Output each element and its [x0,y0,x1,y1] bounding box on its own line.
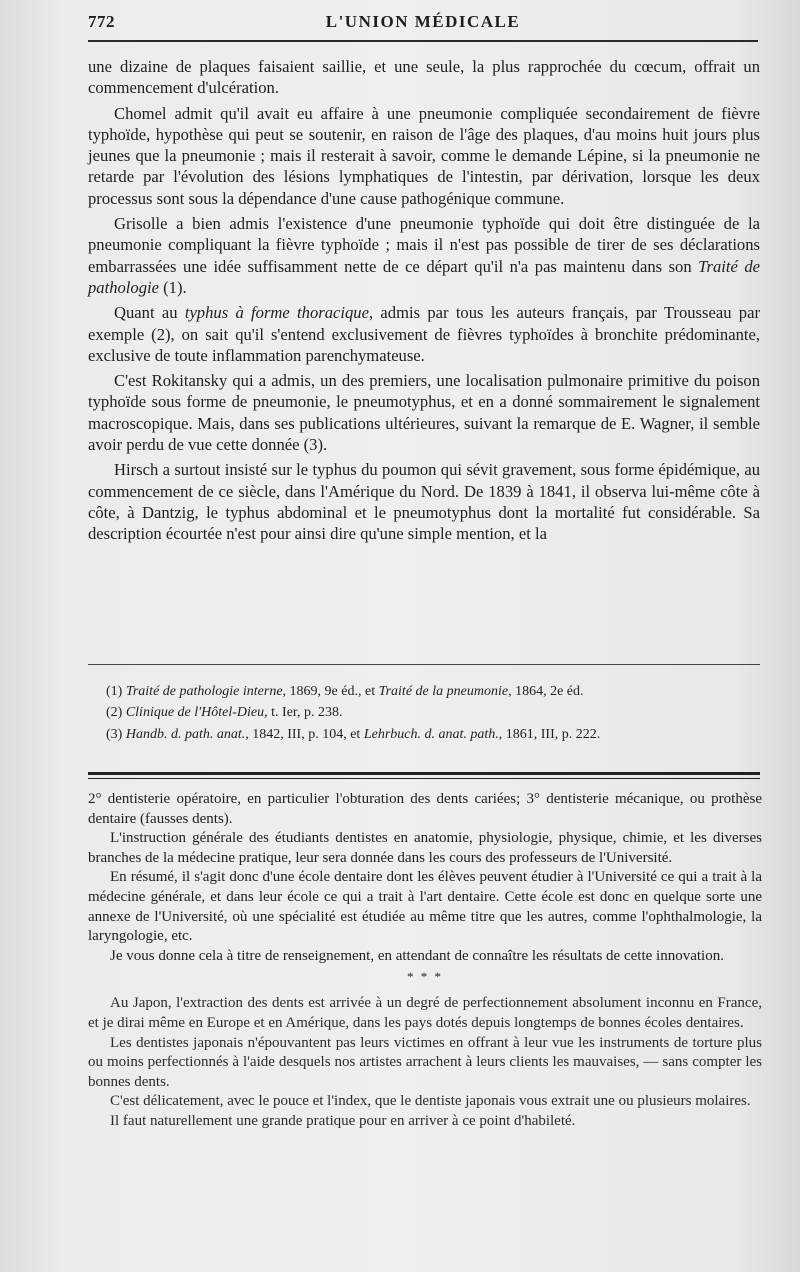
footnote-3-mid: , 1842, III, p. 104, et [245,726,364,742]
footnote-3-title2: Lehrbuch. d. anat. path. [363,726,499,742]
second-paragraph-7: C'est délicatement, avec le pouce et l'index, que le dentiste japonais vous extrait une ou plusieurs molaires. [110,1093,751,1110]
section-divider-thin [88,778,760,779]
second-paragraph-8: Il faut naturellement une grande pratique pour en arriver à ce point d'habileté. [110,1112,576,1129]
footnote-1-title2: Traité de la pneumonie [378,684,509,699]
second-paragraph-5: Au Japon, l'extraction des dents est arrivée à un degré de perfectionnement absolument inconnu en France, et je dirai même en Europe et en Amérique, dans les pays dotés depuis longtemps de bonnes écoles dentaires. [88,995,762,1031]
paragraph-5: C'est Rokitansky qui a admis, un des premiers, une localisation pulmonaire primitive du poison typhoïde sous forme de pneumonie, le pneumotyphus, et en a donné sommairement le signalement macroscopique. Mais, dans ses publications ultérieures, suivant la remarque de E. Wagner, il semble avoir perdu de vue cette donnée (3). [88,371,760,455]
footnotes [88,682,760,746]
footnote-rule [88,664,760,665]
paragraph-2: Chomel admit qu'il avait eu affaire à une pneumonie compliquée secondairement de fièvre typhoïde, hypothèse qui peut se soutenir, en raison de l'âge des plaques, d'au moins huit jours plus jeunes que la pneumonie ; mais il resterait à savoir, comme le demande Lépine, si la pneumonie ne retarde par l'évolution des lésions lymphatiques de l'intestin, par dérivation, lorsque les deux processus sont sous la dépendance d'une cause pathogénique commune. [88,103,760,208]
footnote-3-num: (3) [106,726,126,742]
footnote-1-end: , 1864, 2e éd. [508,684,584,699]
paragraph-4-text: Quant au [114,303,185,323]
second-paragraph-3: En résumé, il s'agit donc d'une école dentaire dont les élèves peuvent étudier à l'Université ce qui a trait à la médecine générale, et dans leur école ce qui a trait à l'art dentaire. Cette école est donc en quelque sorte une annexe de l'Université, où une spécialité est étudiée au même titre que les autres, comme l'ophthalmologie, la laryngologie, etc. [88,869,762,945]
paragraph-4 [88,302,760,366]
footnote-1 [88,682,760,701]
second-paragraph-2: L'instruction générale des étudiants dentistes en anatomie, physiologie, physique, chimie, et les diverses branches de la médecine pratique, leur sera donnée dans les cours des professeurs de l'Université. [88,830,762,866]
footnote-2 [88,703,760,722]
footnote-3 [88,725,760,744]
footnote-1-num: (1) [106,684,126,699]
paragraph-4-end: , admis par tous les auteurs français, par Trousseau par exemple (2), on sait qu'il s'entend exclusivement de fièvres typhoïdes à bronchite prédominante, exclusive de toute inflammation parenchymateuse. [88,303,760,365]
paragraph-3-text: Grisolle a bien admis l'existence d'une pneumonie typhoïde qui doit être distinguée de la pneumonie compliquant la fièvre typhoïde ; mais il n'est pas possible de tirer de ses déclarations embarrassées une idée suffisamment nette de ce départ qu'il n'a pas maintenu dans son [88,214,760,276]
footnote-2-num: (2) [106,705,126,721]
second-paragraph-1: 2° dentisterie opératoire, en particulier l'obturation des dents cariées; 3° dentisterie mécanique, ou prothèse dentaire (fausses dents). [88,791,762,827]
page-number: 772 [88,12,115,31]
page-header [88,8,758,36]
footnote-3-title: Handb. d. path. anat. [125,726,246,742]
paragraph-4-italic: typhus à forme thoracique [184,303,369,323]
footnote-1-mid: , 1869, 9e éd., et [282,684,379,699]
asterism-divider: * * * [407,969,443,985]
footnote-2-end: , t. Ier, p. 238. [264,705,343,721]
section-divider-thick [88,772,760,775]
header-rule [88,40,758,42]
footnote-2-title: Clinique de l'Hôtel-Dieu [125,705,265,721]
paragraph-3 [88,213,760,298]
paragraph-1: une dizaine de plaques faisaient saillie, et une seule, la plus rapprochée du cœcum, offrait un commencement d'ulcération. [88,57,760,98]
second-paragraph-4: Je vous donne cela à titre de renseignement, en attendant de connaître les résultats de cette innovation. [110,947,724,964]
second-article [88,790,762,1132]
running-title: L'UNION MÉDICALE [325,12,521,31]
paragraph-3-end: (1). [158,277,187,297]
footnote-1-title: Traité de pathologie interne [125,684,283,699]
footnote-3-end: , 1861, III, p. 222. [498,726,601,742]
second-paragraph-6: Les dentistes japonais n'épouvantent pas leurs victimes en offrant à leur vue les instruments de torture plus ou moins perfectionnés à l'aide desquels nos artistes arrachent à leurs clients les mauvaises, — sans compter les bonnes dents. [88,1034,762,1090]
article-body [88,56,760,549]
paragraph-3-italic: Traité de pathologie [88,256,761,297]
paragraph-6: Hirsch a surtout insisté sur le typhus du poumon qui sévit gravement, sous forme épidémique, au commencement de ce siècle, dans l'Amérique du Nord. De 1839 à 1841, il observa lui-même côte à côte, à Dantzig, le typhus abdominal et le pneumotyphus dont la mortalité fut considérable. Sa description écourtée n'est pour ainsi dire qu'une simple mention, et la [88,460,760,544]
